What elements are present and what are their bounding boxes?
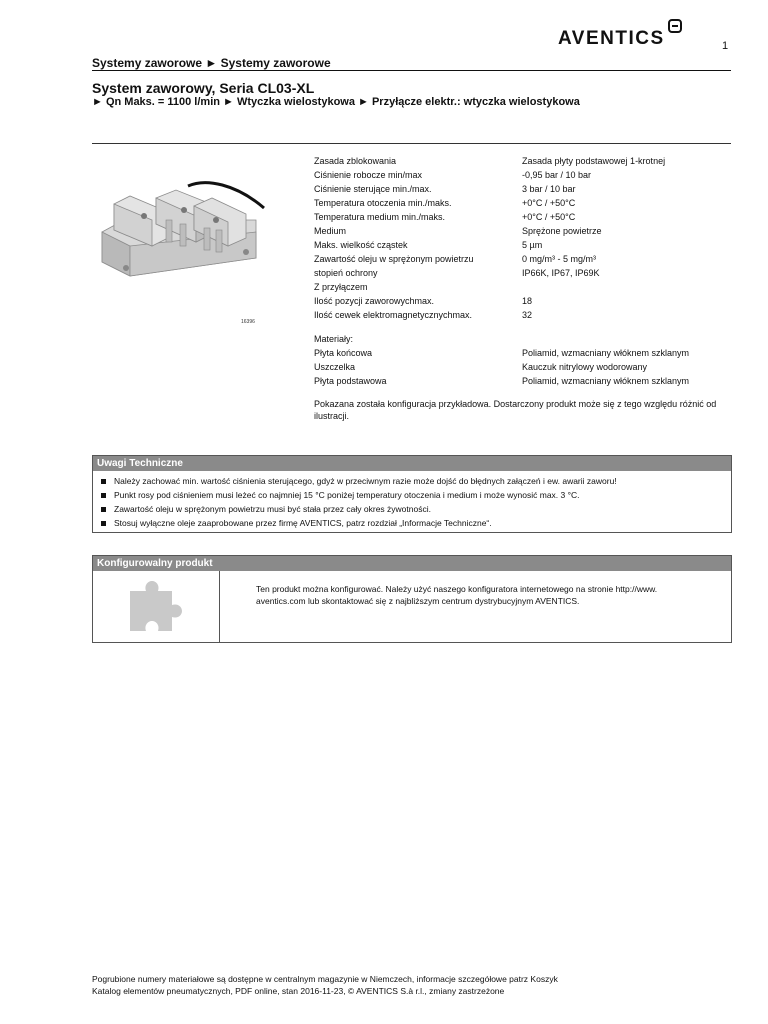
puzzle-icon	[124, 577, 188, 637]
material-value: Kauczuk nitrylowy wodorowany	[522, 362, 648, 372]
spec-value: 32	[522, 310, 533, 320]
bullet-icon	[101, 493, 106, 498]
configurable-heading: Konfigurowalny produkt	[93, 556, 731, 571]
configurable-text: Ten produkt można konfigurować. Należy użyć naszego konfiguratora internetowego na stronie http://www. aventics.com lub skontaktować się z najbliższym centrum dystrybucyjnym AVENTICS.	[256, 584, 658, 606]
footer-line: Katalog elementów pneumatycznych, PDF online, stan 2016-11-23, © AVENTICS S.à r.l., zmiany zastrzeżone	[92, 986, 505, 996]
spec-label: stopień ochrony	[314, 268, 378, 278]
spec-label: Temperatura medium min./maks.	[314, 212, 446, 222]
spec-label: Zasada zblokowania	[314, 156, 397, 166]
spec-value: 18	[522, 296, 533, 306]
spec-row	[314, 182, 734, 196]
list-item	[101, 502, 731, 516]
spec-row	[314, 210, 734, 224]
page-subtitle: ► Qn Maks. = 1100 l/min ► Wtyczka wielostykowa ► Przyłącze elektr.: wtyczka wielostykowa	[92, 96, 580, 108]
spec-value: 5 µm	[522, 240, 543, 250]
spec-table	[314, 154, 734, 422]
illustration-note: Pokazana została konfiguracja przykładowa. Dostarczony produkt może się z tego względu różnić od ilustracji.	[314, 399, 717, 421]
spec-label: Zawartość oleju w sprężonym powietrzu	[314, 254, 474, 264]
spec-row	[314, 224, 734, 238]
material-label: Płyta podstawowa	[314, 376, 387, 386]
material-value: Poliamid, wzmacniany włóknem szklanym	[522, 348, 690, 358]
footer	[92, 973, 558, 997]
spec-row	[314, 252, 734, 266]
puzzle-icon-cell	[93, 571, 220, 642]
product-image	[96, 176, 266, 286]
technical-notes-list	[93, 471, 731, 532]
material-row	[314, 346, 734, 360]
spec-value: 0 mg/m³ - 5 mg/m³	[522, 254, 597, 264]
material-row	[314, 360, 734, 374]
spec-row	[314, 196, 734, 210]
page-title: System zaworowy, Seria CL03-XL	[92, 80, 315, 96]
spec-value: -0,95 bar / 10 bar	[522, 170, 592, 180]
spec-row	[314, 238, 734, 252]
note-text: Zawartość oleju w sprężonym powietrzu musi być stała przez cały okres żywotności.	[114, 504, 431, 514]
spec-value: 3 bar / 10 bar	[522, 184, 576, 194]
spec-value: +0°C / +50°C	[522, 212, 576, 222]
spec-label: Maks. wielkość cząstek	[314, 240, 408, 250]
spec-label: Medium	[314, 226, 347, 236]
spec-label: Ilość cewek elektromagnetycznychmax.	[314, 310, 473, 320]
spec-row	[314, 266, 734, 280]
aventics-logo: AVENTICS	[558, 28, 665, 49]
spec-label: Ciśnienie robocze min/max	[314, 170, 423, 180]
bullet-icon	[101, 479, 106, 484]
spec-row	[314, 294, 734, 308]
spec-row	[314, 154, 734, 168]
material-label: Płyta końcowa	[314, 348, 373, 358]
image-code: 16396	[241, 319, 255, 325]
spec-row	[314, 280, 734, 294]
breadcrumb: Systemy zaworowe ► Systemy zaworowe	[92, 56, 331, 70]
spec-row	[314, 168, 734, 182]
logo-mark-icon	[668, 19, 682, 33]
note-text: Punkt rosy pod ciśnieniem musi leżeć co najmniej 15 °C poniżej temperatury otoczenia i medium i może wynosić max. 3 °C.	[114, 490, 580, 500]
note-text: Stosuj wyłączne oleje zaaprobowane przez firmę AVENTICS, patrz rozdział „Informacje Techniczne“.	[114, 518, 492, 528]
spec-label: Temperatura otoczenia min./maks.	[314, 198, 452, 208]
bullet-icon	[101, 507, 106, 512]
material-value: Poliamid, wzmacniany włóknem szklanym	[522, 376, 690, 386]
spec-value: Zasada płyty podstawowej 1-krotnej	[522, 156, 666, 166]
footer-line: Pogrubione numery materiałowe są dostępne w centralnym magazynie w Niemczech, informacje szczegółowe patrz Koszyk	[92, 974, 558, 984]
bullet-icon	[101, 521, 106, 526]
spec-value	[522, 280, 734, 294]
note-text: Należy zachować min. wartość ciśnienia sterującego, gdyż w przeciwnym razie może dojść do błędnych załączeń i ew. awarii zaworu!	[114, 476, 617, 486]
spec-label: Z przyłączem	[314, 282, 368, 292]
spec-label: Ilość pozycji zaworowychmax.	[314, 296, 435, 306]
material-label: Uszczelka	[314, 362, 356, 372]
list-item	[101, 474, 731, 488]
divider	[92, 143, 731, 144]
spec-label: Ciśnienie sterujące min./max.	[314, 184, 432, 194]
spec-value: Sprężone powietrze	[522, 226, 602, 236]
spec-value: +0°C / +50°C	[522, 198, 576, 208]
list-item	[101, 488, 731, 502]
page-number: 1	[722, 40, 729, 52]
technical-notes-heading: Uwagi Techniczne	[93, 456, 731, 471]
technical-notes-box	[92, 455, 732, 533]
divider	[92, 70, 731, 71]
configurable-product-box	[92, 555, 732, 643]
list-item	[101, 516, 731, 530]
material-row	[314, 374, 734, 388]
spec-row	[314, 308, 734, 322]
spec-value: IP66K, IP67, IP69K	[522, 268, 600, 278]
materials-heading: Materiały:	[314, 334, 354, 344]
